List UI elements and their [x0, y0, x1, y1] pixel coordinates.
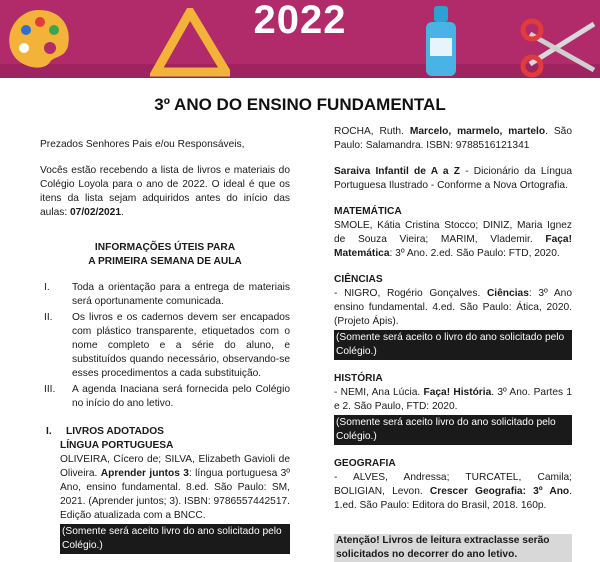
section-number: I.: [46, 426, 52, 437]
book-title: Ciências: [486, 288, 529, 299]
banner-band: [0, 64, 600, 78]
book-title: Saraiva Infantil de A a Z: [334, 166, 461, 177]
right-column: [334, 125, 572, 562]
book-authors: ROCHA, Ruth.: [334, 126, 410, 137]
book-title: Faça! Matemática: [334, 234, 572, 259]
list-item-number: II.: [44, 312, 53, 323]
section-title: LIVROS ADOTADOS: [66, 426, 164, 437]
left-column: [40, 138, 290, 554]
page-title: 3º ANO DO ENSINO FUNDAMENTAL: [154, 95, 446, 114]
book-entry-ciencias: [334, 287, 572, 329]
list-item-text: Os livros e os cadernos devem ser encapados com plástico transparente, etiquetados com o nome completo e a série do aluno, e substituídos quando necessário, observando-se esses procedimentos a cada substituição.: [72, 312, 290, 379]
note-highlight: (Somente será aceito o livro do ano solicitado pelo Colégio.): [334, 330, 572, 360]
book-entry-matematica: [334, 219, 572, 261]
glue-bottle-icon: [418, 4, 464, 78]
book-title: Faça! História: [423, 387, 492, 398]
book-entry-portugues: [60, 453, 290, 523]
book-details: . São Paulo: Salamandra. ISBN: 9788516121341: [334, 126, 572, 151]
book-title: Aprender juntos 3: [100, 468, 189, 479]
book-authors: - NIGRO, Rogério Gonçalves.: [334, 288, 487, 299]
banner-year: 2022: [253, 0, 347, 42]
book-entry-rocha: [334, 125, 572, 153]
scissors-icon: [520, 14, 600, 78]
book-title: Crescer Geografia: 3º Ano: [429, 486, 570, 497]
header-banner: [0, 0, 600, 78]
book-entry-geografia: [334, 471, 572, 513]
intro-end: .: [121, 207, 124, 218]
intro-date: 07/02/2021: [70, 207, 122, 218]
book-entry-dicionario: [334, 165, 572, 193]
greeting: Prezados Senhores Pais e/ou Responsáveis,: [40, 139, 245, 150]
list-item: [40, 383, 290, 411]
attention-notice: Atenção! Livros de leitura extraclasse serão solicitados no decorrer do ano letivo.: [334, 534, 572, 562]
list-item-number: I.: [44, 282, 50, 293]
note-highlight: (Somente será aceito livro do ano solicitado pelo Colégio.): [60, 524, 290, 554]
book-details: - Dicionário da Língua Portuguesa Ilustrado - Conforme a Nova Ortografia.: [334, 166, 572, 191]
book-authors: SMOLE, Kátia Cristina Stocco; DINIZ, Maria Ignez de Souza Vieira; MARIM, Vlademir.: [334, 220, 572, 245]
subject-heading-ciencias: CIÊNCIAS: [334, 274, 383, 285]
subject-heading-matematica: MATEMÁTICA: [334, 206, 402, 217]
section-heading: [40, 425, 290, 439]
book-details: . 1.ed. São Paulo: Editora do Brasil, 2018. 160p.: [334, 486, 572, 511]
subject-heading-geografia: GEOGRAFIA: [334, 458, 396, 469]
intro-text: Vocês estão recebendo a lista de livros e materiais do Colégio Loyola para o ano de 2022. O ideal é que os itens da lista sejam adquiridos antes do início das aulas:: [40, 165, 290, 218]
book-authors: - ALVES, Andressa; TURCATEL, Camila; BOLIGIAN, Levon.: [334, 472, 572, 497]
subject-heading-portugues: LÍNGUA PORTUGUESA: [60, 440, 174, 451]
note-highlight: (Somente será aceito livro do ano solicitado pelo Colégio.): [334, 415, 572, 445]
info-list: [40, 281, 290, 411]
book-details: : língua portuguesa 3º Ano, ensino fundamental. 8.ed. São Paulo: SM, 2021. (Aprender juntos; 3). ISBN: 9786557442517. Edição atualizada com a BNCC.: [60, 468, 290, 521]
palette-icon: [4, 6, 74, 72]
list-item: [40, 281, 290, 309]
book-details: . 3º Ano. Partes 1 e 2. São Paulo, FTD: 2020.: [334, 387, 573, 412]
book-title: Marcelo, marmelo, martelo: [409, 126, 546, 137]
intro-paragraph: [40, 164, 290, 220]
ruler-triangle-icon: [150, 8, 230, 78]
book-authors: OLIVEIRA, Cícero de; SILVA, Elizabeth Gavioli de Oliveira.: [60, 454, 290, 479]
book-details: : 3º Ano. 2.ed. São Paulo: FTD, 2020.: [389, 248, 560, 259]
book-details: : 3º Ano ensino fundamental. 4.ed. São Paulo: Ática, 2020. (Projeto Ápis).: [334, 288, 572, 327]
list-item-text: Toda a orientação para a entrega de materiais será oportunamente comunicada.: [72, 282, 290, 307]
book-authors: - NEMI, Ana Lúcia.: [334, 387, 424, 398]
list-item-text: A agenda Inaciana será fornecida pelo Colégio no início do ano letivo.: [72, 384, 290, 409]
info-title-1: INFORMAÇÕES ÚTEIS PARA: [94, 242, 236, 253]
info-title-2: A PRIMEIRA SEMANA DE AULA: [88, 256, 242, 267]
list-item-number: III.: [44, 384, 56, 395]
book-entry-historia: [334, 386, 572, 414]
subject-heading-historia: HISTÓRIA: [334, 373, 383, 384]
list-item: [40, 311, 290, 381]
